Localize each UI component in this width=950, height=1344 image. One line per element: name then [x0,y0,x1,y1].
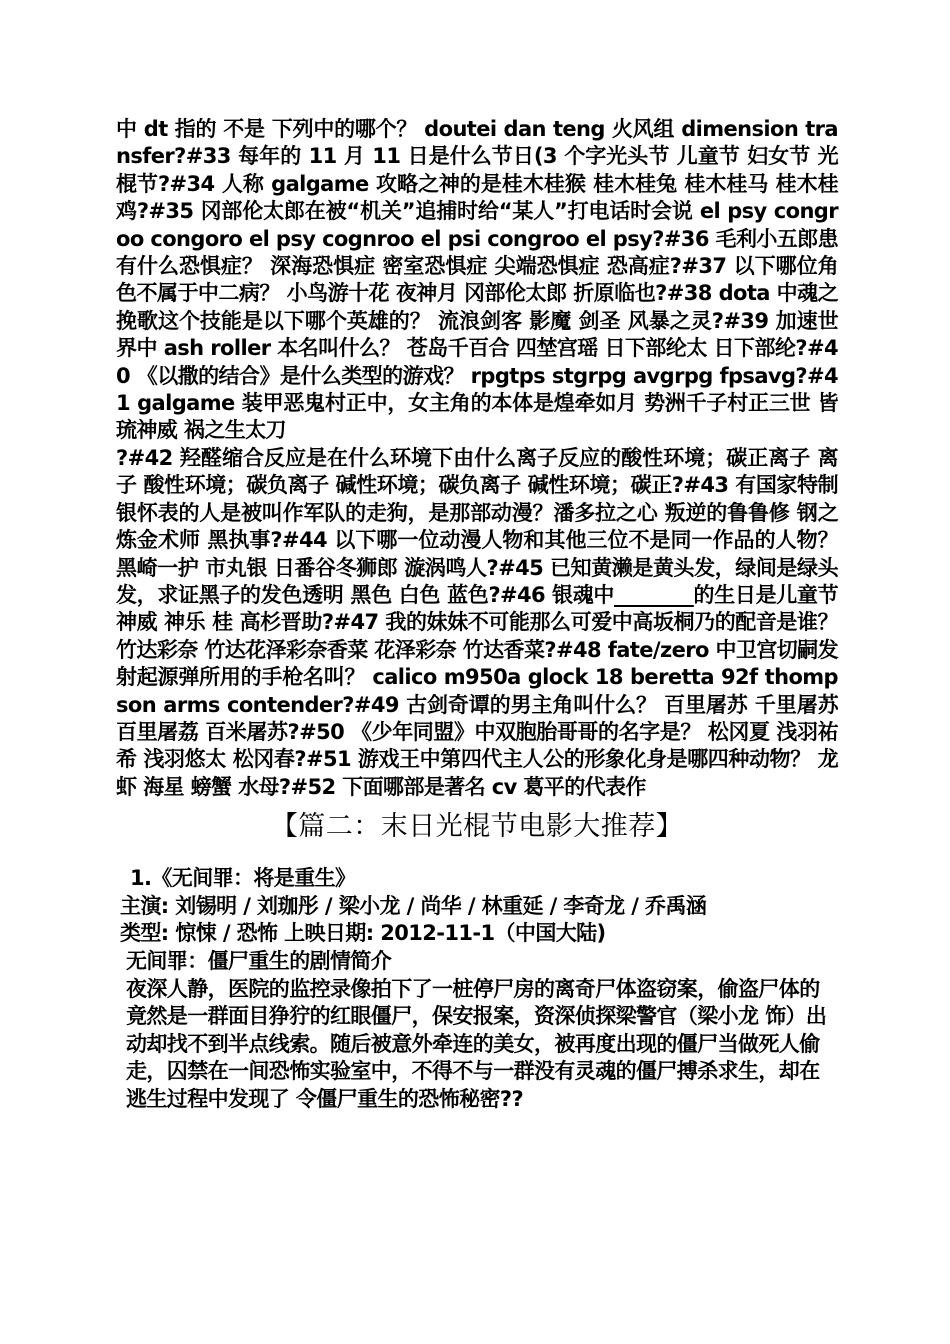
quiz-questions [116,116,838,801]
section-title: 【篇二：末日光棍节电影大推荐】 [270,811,684,843]
movie-article [116,865,838,1113]
movie-title: 1.《无间罪：将是重生》 [130,866,356,891]
quiz-paragraph-2: ?#42 羟醛缩合反应是在什么环境下由什么离子反应的酸性环境；碳正离子 离子 酸性环境；碳负离子 碱性环境；碳负离子 碱性环境；碳正?#43 有国家特制银怀表的人是被叫作军队的走狗，是那部动漫？潘多拉之心 叛逆的鲁鲁修 钢之炼金术师 黑执事?#44 以下哪一位动漫人物和其他三位不是同一作品的人物？ 黑崎一护 市丸银 日番谷冬狮郎 漩涡鸣人?#45 已知黄濑是黄头发，绿间是绿头发，求证黑子的发色透明 黑色 白色 蓝色?#46 银魂中________的生日是儿童节神威 神乐 桂 高杉晋助?#47 我的妹妹不可能那么可爱中高坂桐乃的配音是谁？ 竹达彩奈 竹达花泽彩奈香菜 花泽彩奈 竹达香菜?#48 fate/zero 中卫宫切嗣发射起源弹所用的手枪名叫？ calico m950a glock 18 beretta 92f thompson arms contender?#49 古剑奇谭的男主角叫什么？ 百里屠苏 千里屠苏 百里屠荔 百米屠苏?#50 《少年同盟》中双胞胎哥哥的名字是？ 松冈夏 浅羽祐希 浅羽悠太 松冈春?#51 游戏王中第四代主人公的形象化身是哪四种动物？ 龙虾 海星 螃蟹 水母?#52 下面哪部是著名 cv 葛平的代表作 [116,445,838,799]
document-page [116,116,838,1114]
movie-genre-release: 类型: 惊悚 / 恐怖 上映日期: 2012-11-1（中国大陆) [120,921,606,946]
quiz-paragraph-1: 中 dt 指的 不是 下列中的哪个？ doutei dan teng 火风组 dimension transfer?#33 每年的 11 月 11 日是什么节日(3 个字光头节 儿童节 妇女节 光棍节?#34 人称 galgame 攻略之神的是桂木桂猴 桂木桂兔 桂木桂马 桂木桂鸡?#35 冈部伦太郎在被“机关”追捕时给“某人”打电话时会说 el psy congroo congoro el psy cognroo el psi congroo el psy?#36 毛利小五郎患有什么恐惧症？ 深海恐惧症 密室恐惧症 尖端恐惧症 恐高症?#37 以下哪位角色不属于中二病？ 小鸟游十花 夜神月 冈部伦太郎 折原临也?#38 dota 中魂之挽歌这个技能是以下哪个英雄的？ 流浪剑客 影魔 剑圣 风暴之灵?#39 加速世界中 ash roller 本名叫什么？ 苍岛千百合 四埜宫瑶 日下部纶太 日下部纶?#40 《以撒的结合》是什么类型的游戏？ rpgtps stgrpg avgrpg fpsavg?#41 galgame 装甲恶鬼村正中，女主角的本体是煌牵如月 势洲千子村正三世 皆琉神威 祸之生太刀 [116,117,838,443]
synopsis-text: 夜深人静，医院的监控录像拍下了一桩停尸房的离奇尸体盗窃案，偷盗尸体的竟然是一群面目狰狞的红眼僵尸，保安报案，资深侦探梁警官（梁小龙 饰）出动却找不到半点线索。随后被意外牵连的美女，被再度出现的僵尸当做死人偷走，囚禁在一间恐怖实验室中，不得不与一群没有灵魂的僵尸搏杀求生，却在逃生过程中发现了 令僵尸重生的恐怖秘密?? [126,976,827,1111]
movie-cast: 主演: 刘锡明 / 刘珈彤 / 梁小龙 / 尚华 / 林重延 / 李奇龙 / 乔禹涵 [120,893,707,918]
synopsis-heading: 无间罪：僵尸重生的剧情简介 [126,948,392,973]
